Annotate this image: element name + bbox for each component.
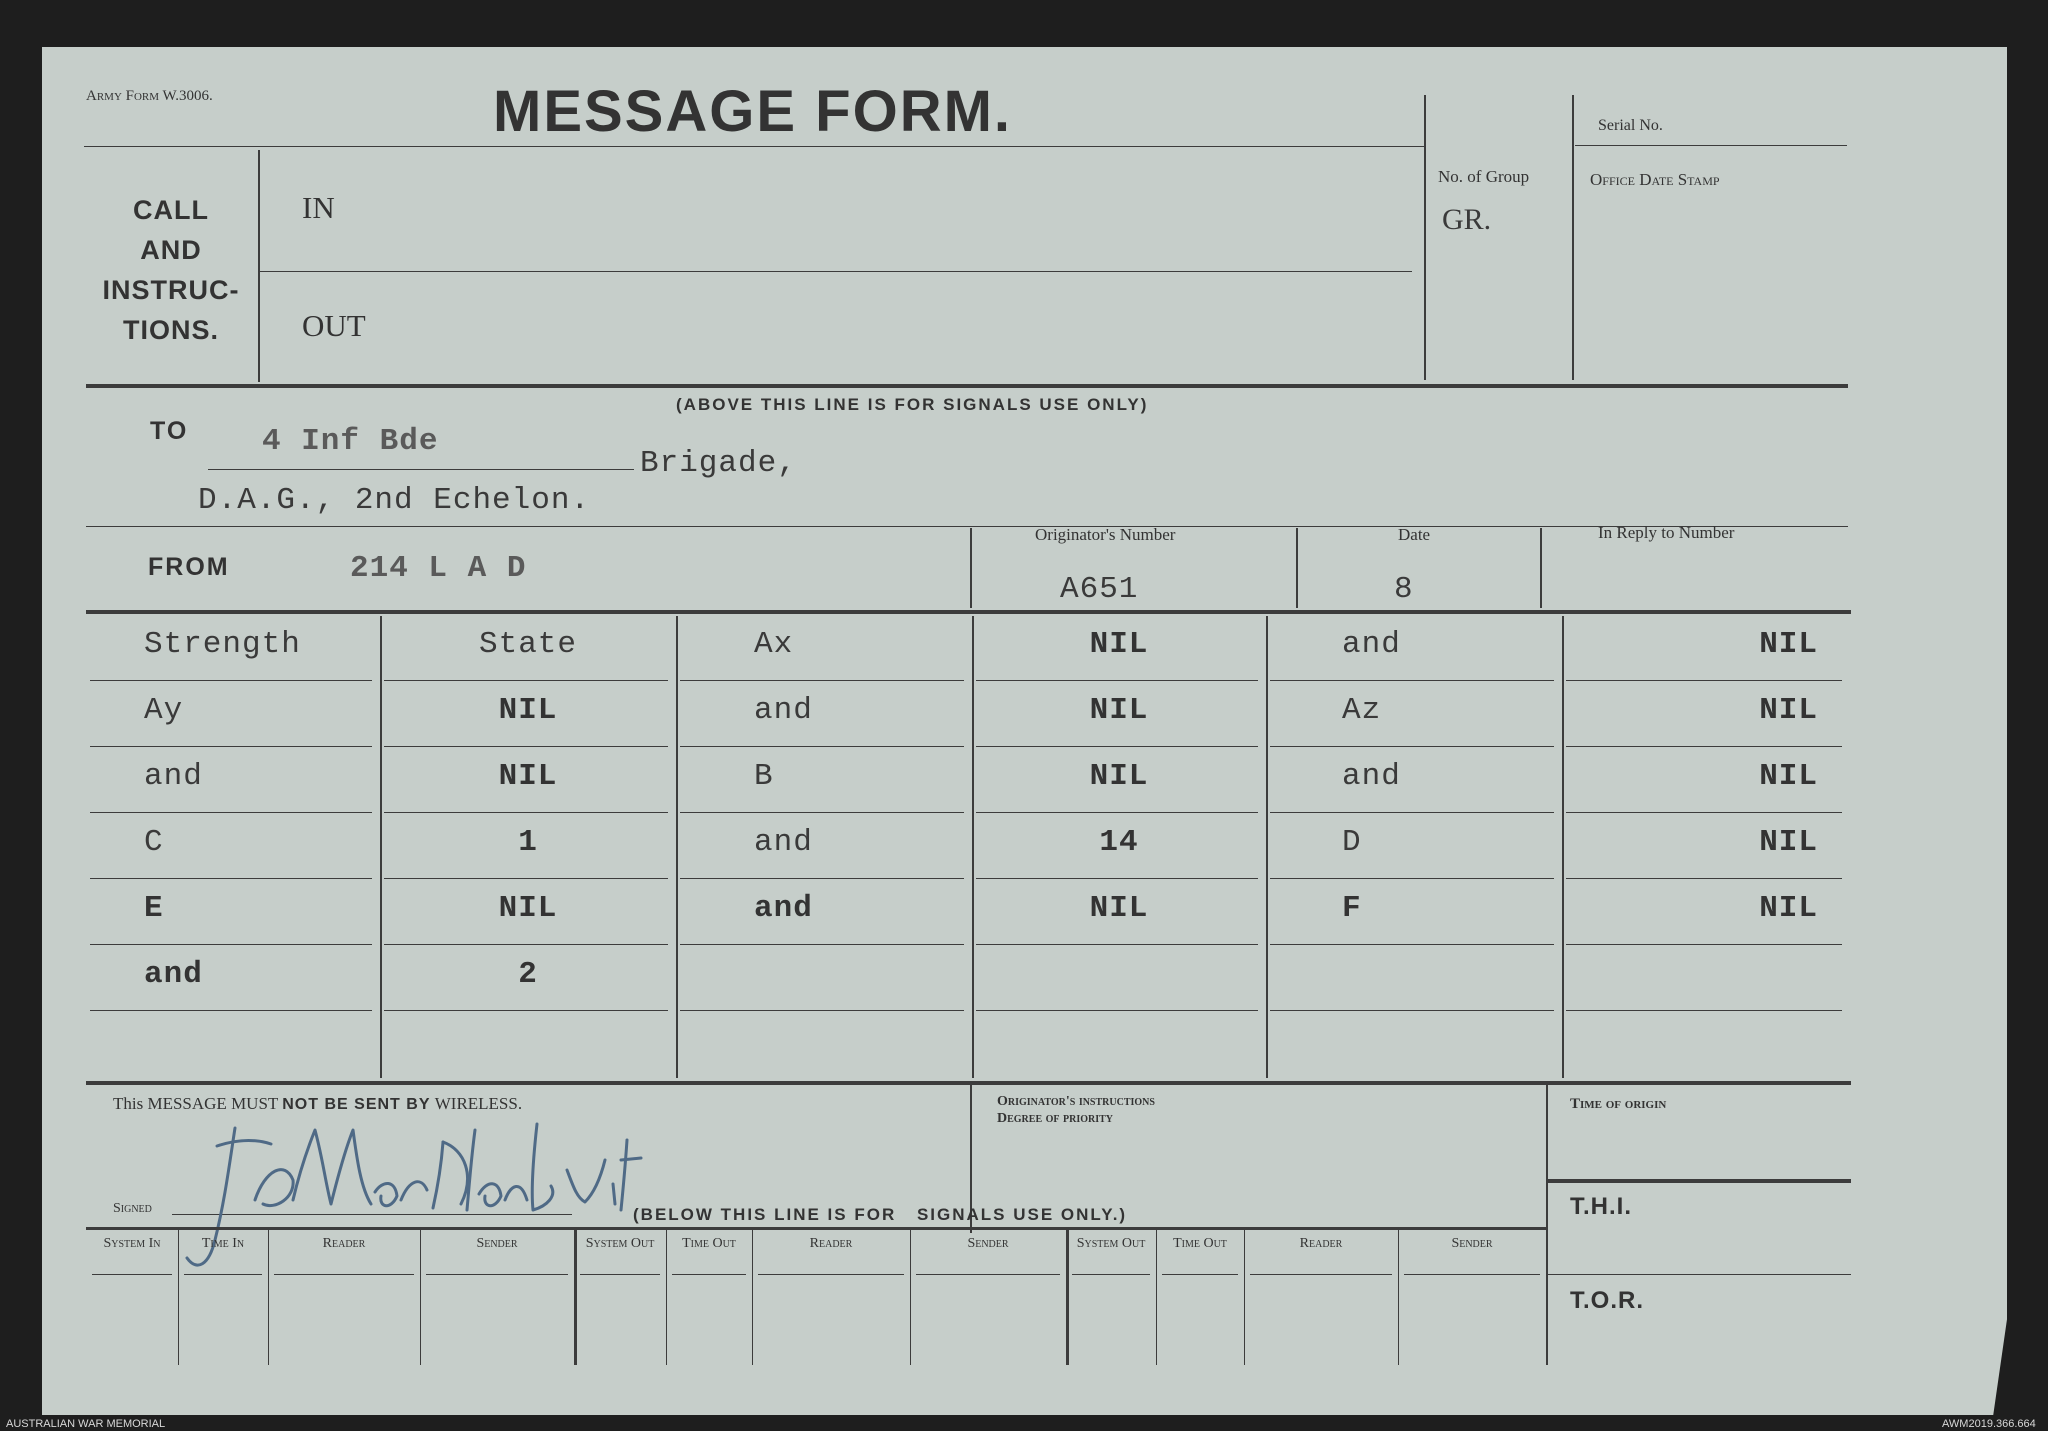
in-label: IN xyxy=(302,190,335,225)
signals-column-rule xyxy=(1072,1274,1150,1275)
grid-cell-rule xyxy=(976,878,1258,879)
serial-number-label: Serial No. xyxy=(1598,117,1663,134)
signals-column-rule xyxy=(758,1274,904,1275)
grid-cell-rule xyxy=(680,812,964,813)
grid-cell-rule xyxy=(1566,812,1842,813)
to-value: 4 Inf Bde xyxy=(262,424,439,459)
grid-cell-rule xyxy=(976,746,1258,747)
grid-cell-r2-c3: and xyxy=(754,692,813,728)
from-label: FROM xyxy=(148,553,230,581)
signals-column-header: System In xyxy=(103,1236,161,1251)
degree-priority-label: Degree of priority xyxy=(997,1111,1114,1126)
grid-cell-r1-c3: Ax xyxy=(754,626,794,662)
grid-cell-rule xyxy=(976,1010,1258,1011)
signals-column-rule xyxy=(1250,1274,1392,1275)
grid-cell-rule xyxy=(384,746,668,747)
grid-cell-rule xyxy=(1270,812,1554,813)
grid-cell-rule xyxy=(384,812,668,813)
grid-cell-rule xyxy=(1270,878,1554,879)
grid-cell-rule xyxy=(976,944,1258,945)
signals-below-note xyxy=(633,1205,1127,1225)
signals-column-rule xyxy=(580,1274,660,1275)
grid-cell-r5-c4: NIL xyxy=(1089,890,1149,926)
signals-below-rule xyxy=(86,1227,1546,1230)
serial-rule xyxy=(1575,145,1847,146)
header-rule xyxy=(258,146,1424,147)
grid-cell-r4-c4: 14 xyxy=(1099,824,1139,860)
wireless-bold: NOT BE SENT BY xyxy=(282,1096,431,1113)
grid-cell-rule xyxy=(384,944,668,945)
signals-column-header: System Out xyxy=(1076,1236,1146,1251)
grid-cell-r5-c6: NIL xyxy=(1759,890,1818,926)
time-origin-divider xyxy=(1546,1085,1548,1365)
reply-divider xyxy=(1540,528,1542,608)
grid-cell-r3-c2: NIL xyxy=(498,758,558,794)
originator-instructions xyxy=(997,1093,1155,1127)
grid-cell-r5-c2: NIL xyxy=(498,890,558,926)
group-count-label: No. of Group xyxy=(1438,167,1530,186)
grid-cell-r1-c6: NIL xyxy=(1759,626,1818,662)
grid-cell-rule xyxy=(384,1010,668,1011)
caption-left: AUSTRALIAN WAR MEMORIAL xyxy=(6,1418,166,1430)
footer-top-rule xyxy=(86,1081,1851,1085)
grid-cell-r2-c1: Ay xyxy=(144,692,184,728)
to-label: TO xyxy=(150,417,189,445)
grid-cell-r1-c1: Strength xyxy=(144,626,301,662)
grid-cell-rule xyxy=(90,944,372,945)
army-form-number: Army Form W.3006. xyxy=(86,88,213,104)
caption-right: AWM2019.366.664 xyxy=(1942,1418,2036,1430)
grid-cell-rule xyxy=(90,812,372,813)
wireless-prefix: This MESSAGE MUST xyxy=(113,1094,278,1113)
date-value: 8 xyxy=(1394,572,1414,607)
call-label-line-4: TIONS. xyxy=(122,315,219,345)
group-value: GR. xyxy=(1442,203,1492,236)
originator-divider xyxy=(970,528,972,608)
grid-cell-r4-c6: NIL xyxy=(1759,824,1818,860)
grid-cell-r4-c1: C xyxy=(144,824,164,860)
grid-cell-r3-c1: and xyxy=(144,758,203,794)
signals-column-header: Reader xyxy=(1299,1236,1343,1251)
originator-number-label: Originator's Number xyxy=(1035,525,1176,544)
grid-cell-r3-c4: NIL xyxy=(1089,758,1149,794)
grid-cell-rule xyxy=(1270,746,1554,747)
grid-cell-r6-c2: 2 xyxy=(518,956,538,992)
grid-cell-rule xyxy=(1566,746,1842,747)
grid-cell-rule xyxy=(384,680,668,681)
grid-cell-rule xyxy=(1270,944,1554,945)
grid-cell-r1-c4: NIL xyxy=(1089,626,1149,662)
office-date-stamp-label: Office Date Stamp xyxy=(1590,170,1720,189)
brigade-suffix: Brigade, xyxy=(640,446,797,481)
signals-below-note-1: (BELOW THIS LINE IS FOR xyxy=(633,1205,897,1224)
from-value: 214 L A D xyxy=(350,551,527,586)
grid-cell-rule xyxy=(976,680,1258,681)
thi-rule xyxy=(1546,1179,1851,1183)
grid-cell-r2-c2: NIL xyxy=(498,692,558,728)
signals-column-rule xyxy=(426,1274,568,1275)
grid-cell-r4-c5: D xyxy=(1342,824,1362,860)
signals-column-header: Sender xyxy=(967,1236,1009,1251)
signed-label: Signed xyxy=(113,1201,152,1216)
grid-cell-r1-c2: State xyxy=(478,626,577,662)
signals-column-header: Sender xyxy=(1451,1236,1493,1251)
call-divider xyxy=(258,150,260,382)
tor-label: T.O.R. xyxy=(1570,1287,1645,1314)
signals-column-header: Time In xyxy=(201,1236,245,1251)
signals-column-header: System Out xyxy=(585,1236,655,1251)
grid-cell-rule xyxy=(680,746,964,747)
signals-column-rule xyxy=(1162,1274,1238,1275)
signals-column-rule xyxy=(274,1274,414,1275)
grid-cell-rule xyxy=(680,944,964,945)
grid-cell-r5-c1: E xyxy=(144,890,164,926)
time-of-origin-label: Time of origin xyxy=(1570,1096,1667,1112)
grid-cell-r4-c2: 1 xyxy=(518,824,538,860)
grid-cell-r6-c1: and xyxy=(144,956,203,992)
grid-cell-r5-c5: F xyxy=(1342,890,1362,926)
signals-column-header: Reader xyxy=(809,1236,853,1251)
grid-cell-rule xyxy=(90,680,372,681)
out-label: OUT xyxy=(302,308,366,343)
in-out-rule xyxy=(260,271,1412,272)
grid-cell-rule xyxy=(90,1010,372,1011)
grid-cell-rule xyxy=(680,1010,964,1011)
reply-number-label: In Reply to Number xyxy=(1598,523,1735,542)
grid-cell-r2-c6: NIL xyxy=(1759,692,1818,728)
originator-number-value: A651 xyxy=(1060,572,1139,607)
call-label-line-3: INSTRUC- xyxy=(102,275,240,305)
grid-cell-rule xyxy=(680,878,964,879)
grid-cell-r3-c6: NIL xyxy=(1759,758,1818,794)
grid-top-rule xyxy=(86,610,1851,614)
grid-cell-rule xyxy=(1566,1010,1842,1011)
grid-cell-rule xyxy=(90,746,372,747)
signals-column-rule xyxy=(1404,1274,1540,1275)
signals-below-note-2: SIGNALS USE ONLY.) xyxy=(916,1205,1128,1224)
grid-cell-rule xyxy=(1566,944,1842,945)
grid-cell-r2-c5: Az xyxy=(1342,692,1382,728)
group-divider-left xyxy=(1424,95,1426,380)
signals-column-header: Sender xyxy=(476,1236,518,1251)
signals-column-rule xyxy=(672,1274,746,1275)
grid-cell-r4-c3: and xyxy=(754,824,813,860)
address-rule xyxy=(86,526,1848,527)
grid-cell-r2-c4: NIL xyxy=(1089,692,1149,728)
call-label-line-2: AND xyxy=(140,235,202,265)
signals-column-header: Time Out xyxy=(1173,1236,1227,1251)
grid-cell-rule xyxy=(384,878,668,879)
signals-above-note: (ABOVE THIS LINE IS FOR SIGNALS USE ONLY) xyxy=(676,395,1149,414)
signals-column-header: Time Out xyxy=(682,1236,736,1251)
dag-line: D.A.G., 2nd Echelon. xyxy=(198,483,591,518)
originator-instructions-label: Originator's instructions xyxy=(997,1094,1155,1109)
wireless-suffix: WIRELESS. xyxy=(434,1094,523,1113)
group-divider-right xyxy=(1572,95,1574,380)
signals-column-rule xyxy=(184,1274,262,1275)
thi-label: T.H.I. xyxy=(1570,1193,1633,1220)
grid-cell-rule xyxy=(976,812,1258,813)
grid-cell-rule xyxy=(90,878,372,879)
grid-cell-rule xyxy=(1566,680,1842,681)
grid-cell-r3-c5: and xyxy=(1342,758,1401,794)
grid-cell-r3-c3: B xyxy=(754,758,774,794)
signals-divider xyxy=(86,384,1848,388)
grid-cell-rule xyxy=(680,680,964,681)
grid-cell-r5-c3: and xyxy=(754,890,813,926)
grid-cell-rule xyxy=(1566,878,1842,879)
date-divider xyxy=(1296,528,1298,608)
date-label: Date xyxy=(1398,525,1431,544)
grid-cell-rule xyxy=(1270,680,1554,681)
to-rule xyxy=(208,469,634,470)
tor-rule xyxy=(1546,1274,1851,1275)
call-label-line-1: CALL xyxy=(133,195,209,225)
call-and-instructions-label xyxy=(86,190,256,350)
signals-column-header: Reader xyxy=(322,1236,366,1251)
form-title: MESSAGE FORM. xyxy=(493,79,1013,144)
signals-column-rule xyxy=(916,1274,1060,1275)
grid-cell-r1-c5: and xyxy=(1342,626,1401,662)
signals-column-rule xyxy=(92,1274,172,1275)
grid-cell-rule xyxy=(1270,1010,1554,1011)
